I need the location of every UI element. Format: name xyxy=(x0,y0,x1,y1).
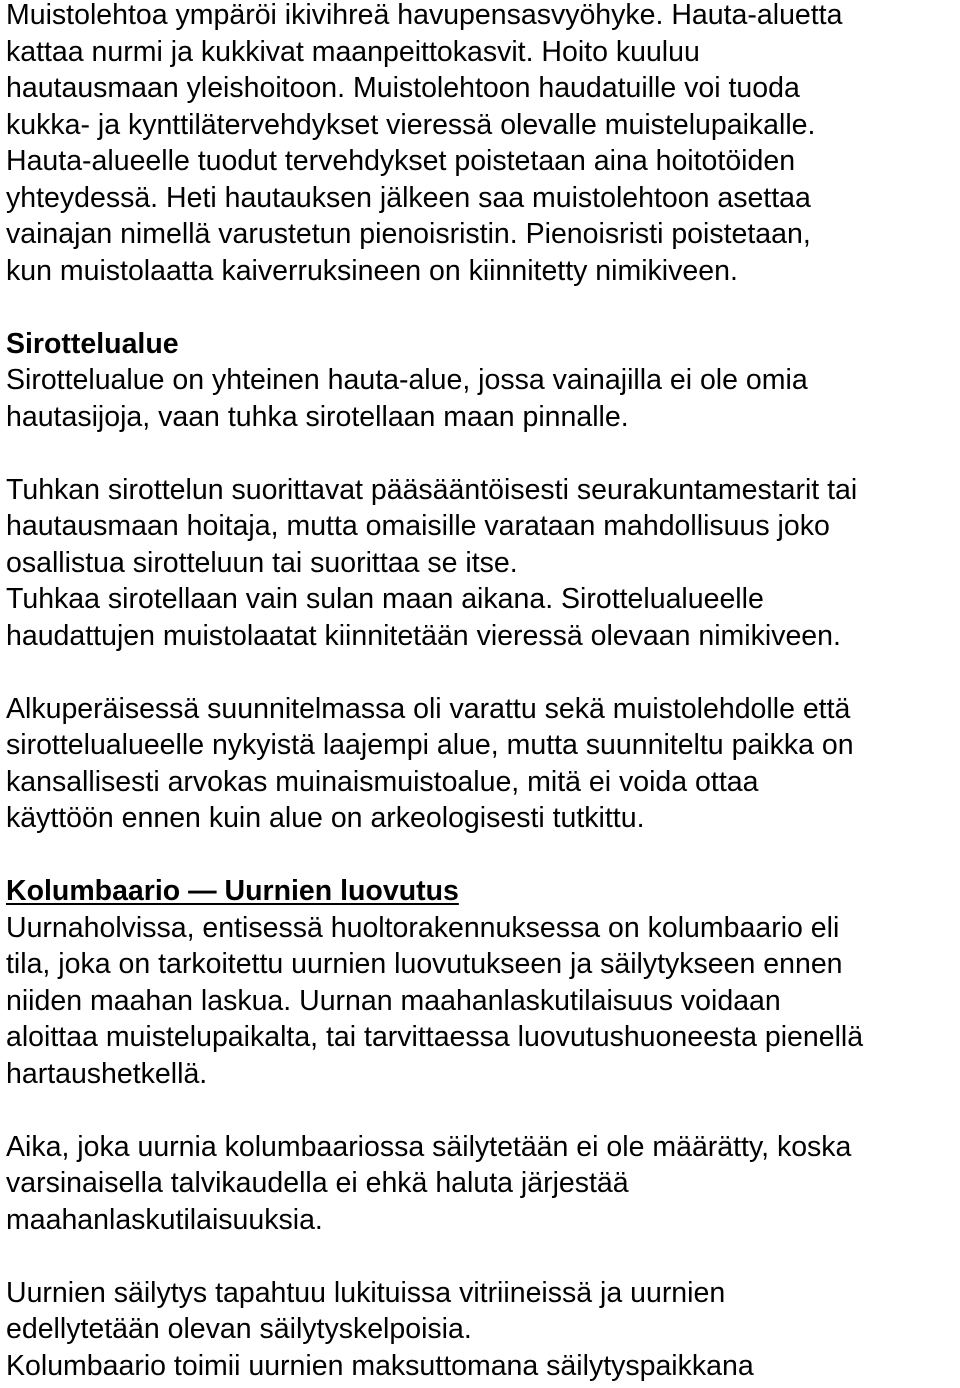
text-line: osallistua sirotteluun tai suorittaa se itse. xyxy=(6,546,518,579)
text-line: niiden maahan laskua. Uurnan maahanlaskutilaisuus voidaan xyxy=(6,984,781,1017)
text-line: kansallisesti arvokas muinaismuistoalue, mitä ei voida ottaa xyxy=(6,765,759,798)
text-line: aloittaa muistelupaikalta, tai tarvittaessa luovutushuoneesta pienellä xyxy=(6,1021,864,1053)
spacer xyxy=(6,435,954,472)
spacer xyxy=(6,654,954,691)
text-line: käyttöön ennen kuin alue on arkeologisesti tutkittu. xyxy=(6,802,645,834)
spacer xyxy=(6,1092,954,1129)
paragraph-muistolehto xyxy=(6,0,954,289)
section-kolumbaario xyxy=(6,873,954,1092)
text-line: tila, joka on tarkoitettu uurnien luovutukseen ja säilytykseen ennen xyxy=(6,948,843,980)
text-line: maahanlaskutilaisuuksia. xyxy=(6,1203,323,1236)
text-line: Sirottelualue on yhteinen hauta-alue, jossa vainajilla ei ole omia xyxy=(6,364,808,396)
spacer xyxy=(6,289,954,326)
text-line: Aika, joka uurnia kolumbaariossa säilytetään ei ole määrätty, koska xyxy=(6,1130,852,1163)
text-line: hartaushetkellä. xyxy=(6,1057,208,1090)
paragraph-kolumbaario-3 xyxy=(6,1275,954,1385)
paragraph-sirottelu-3 xyxy=(6,691,954,837)
text-line: hautausmaan yleishoitoon. Muistolehtoon haudatuille voi tuoda xyxy=(6,72,800,104)
text-line: Muistolehtoa ympäröi ikivihreä havupensasvyöhyke. Hauta-aluetta xyxy=(6,0,843,31)
text-line: hautasijoja, vaan tuhka sirotellaan maan pinnalle. xyxy=(6,400,629,433)
text-line: haudattujen muistolaatat kiinnitetään vieressä olevaan nimikiveen. xyxy=(6,619,841,652)
text-line: Alkuperäisessä suunnitelmassa oli varattu sekä muistolehdolle että xyxy=(6,692,851,725)
text-line: Tuhkan sirottelun suorittavat pääsääntöisesti seurakuntamestarit tai xyxy=(6,473,858,506)
text-line: yhteydessä. Heti hautauksen jälkeen saa muistolehtoon asettaa xyxy=(6,181,811,214)
section-heading: Sirottelualue xyxy=(6,327,179,360)
text-line: edellytetään olevan säilytyskelpoisia. xyxy=(6,1313,472,1345)
section-heading: Kolumbaario — Uurnien luovutus xyxy=(6,875,459,907)
text-line: Kolumbaario toimii uurnien maksuttomana säilytyspaikkana xyxy=(6,1349,754,1382)
text-line: kukka- ja kynttilätervehdykset vieressä olevalle muistelupaikalle. xyxy=(6,108,816,141)
text-line: sirottelualueelle nykyistä laajempi alue, mutta suunniteltu paikka on xyxy=(6,729,854,761)
spacer xyxy=(6,1238,954,1275)
text-line: kattaa nurmi ja kukkivat maanpeittokasvit. Hoito kuuluu xyxy=(6,35,700,68)
text-line: vainajan nimellä varustetun pienoisristin. Pienoisristi poistetaan, xyxy=(6,218,811,250)
paragraph-kolumbaario-2 xyxy=(6,1129,954,1239)
text-line: Uurnaholvissa, entisessä huoltorakennuksessa on kolumbaario eli xyxy=(6,911,840,944)
spacer xyxy=(6,837,954,874)
text-line: varsinaisella talvikaudella ei ehkä haluta järjestää xyxy=(6,1167,629,1199)
paragraph-sirottelu-2 xyxy=(6,472,954,655)
text-line: Tuhkaa sirotellaan vain sulan maan aikana. Sirottelualueelle xyxy=(6,583,764,615)
text-line: Uurnien säilytys tapahtuu lukituissa vitriineissä ja uurnien xyxy=(6,1276,726,1309)
text-line: kun muistolaatta kaiverruksineen on kiinnitetty nimikiveen. xyxy=(6,254,738,287)
text-line: hautausmaan hoitaja, mutta omaisille varataan mahdollisuus joko xyxy=(6,510,830,542)
text-line: Hauta-alueelle tuodut tervehdykset poistetaan aina hoitotöiden xyxy=(6,145,796,177)
section-sirottelualue xyxy=(6,326,954,436)
